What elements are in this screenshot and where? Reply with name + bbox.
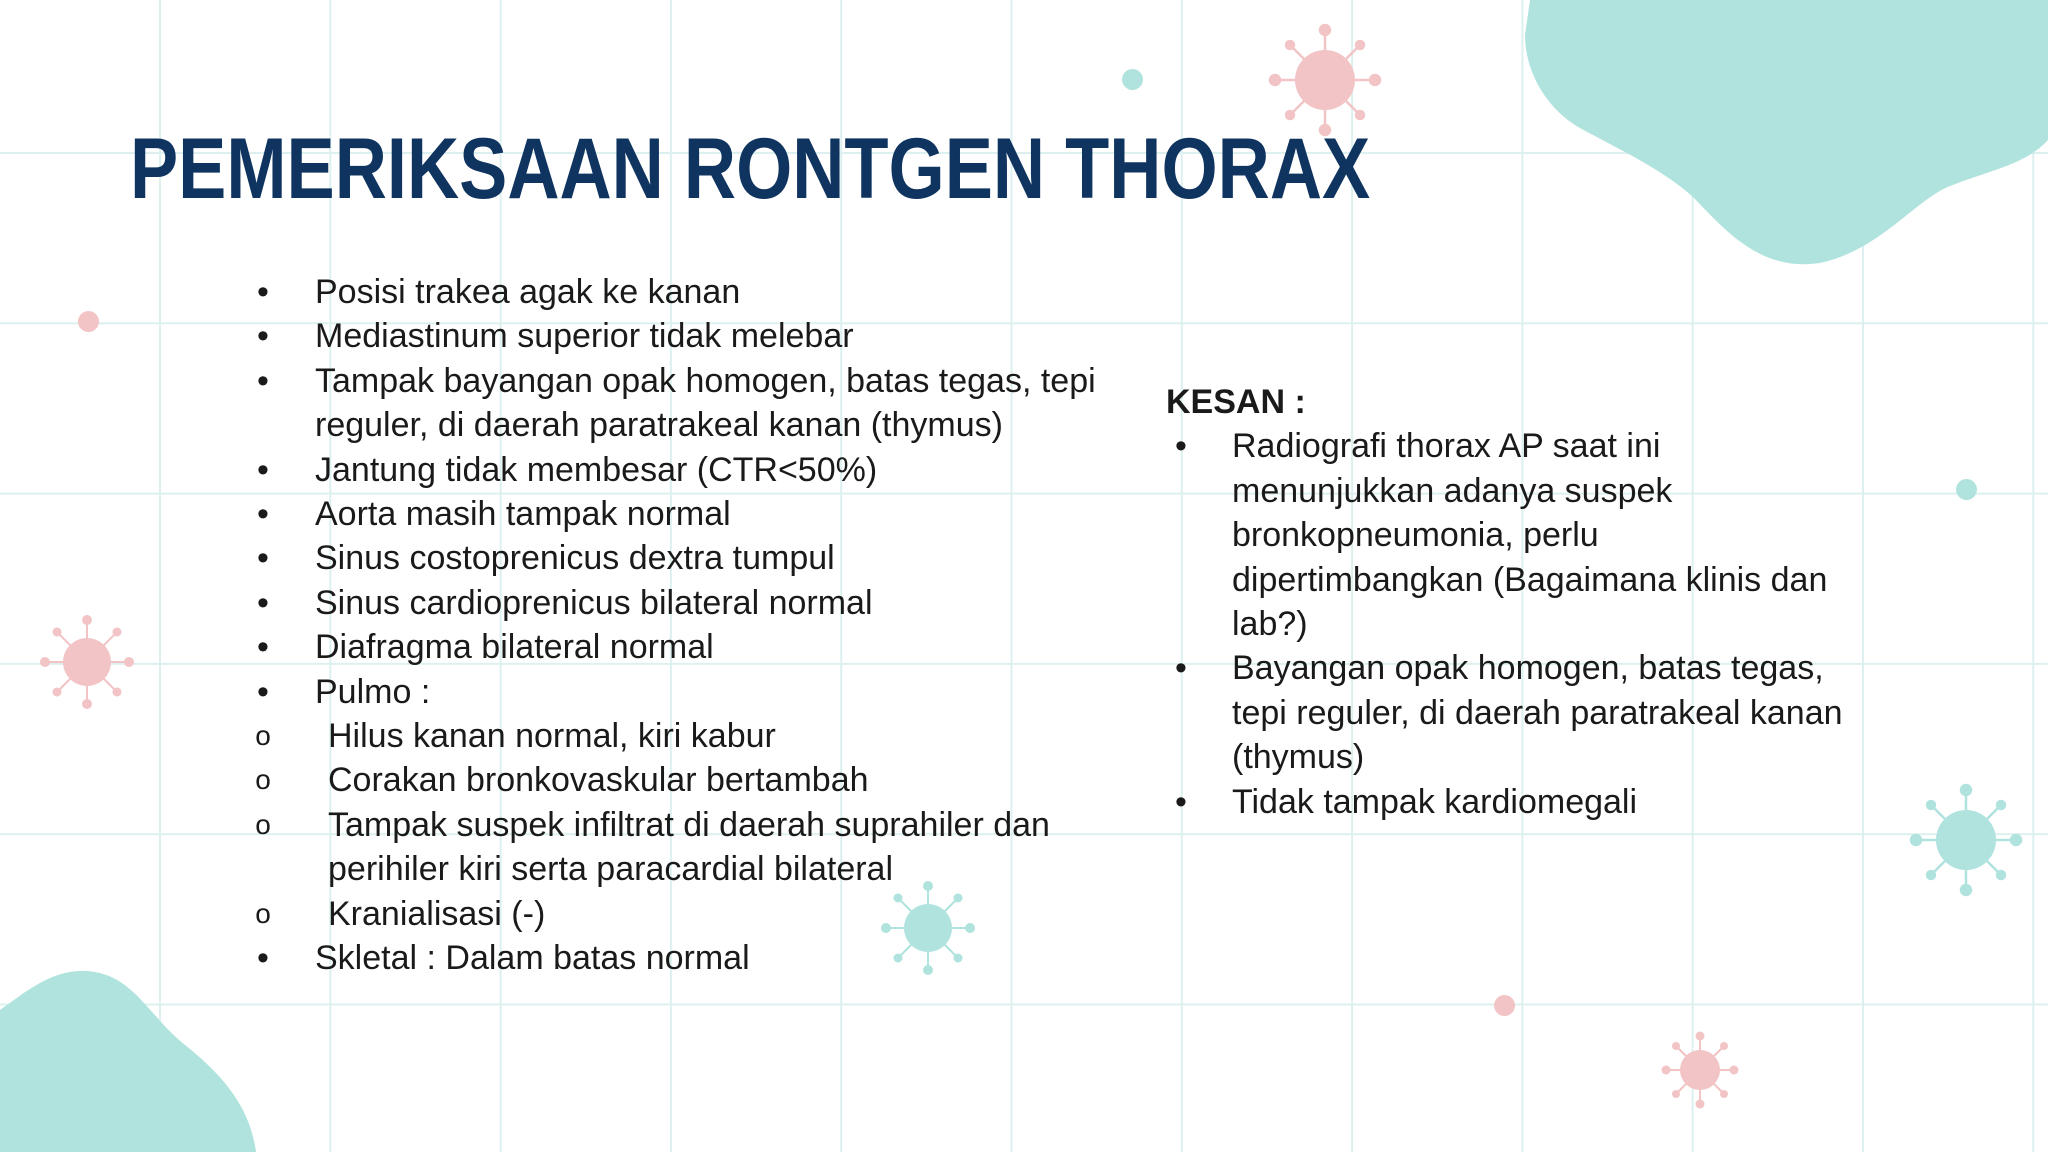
list-item-text: Skletal : Dalam batas normal — [315, 939, 750, 978]
list-item — [1166, 424, 1886, 646]
blob-top-right — [1520, 0, 2048, 270]
list-item-text: Corakan bronkovaskular bertambah — [328, 761, 869, 800]
findings-list — [248, 270, 1098, 981]
bullet-marker: • — [1175, 649, 1187, 688]
bullet-marker: • — [257, 361, 269, 400]
list-item-text: Hilus kanan normal, kiri kabur — [328, 717, 776, 756]
circle-bullet-marker: o — [255, 808, 271, 840]
list-item-text: Sinus costoprenicus dextra tumpul — [315, 539, 835, 578]
list-item — [248, 670, 1098, 714]
list-item — [248, 714, 1098, 758]
list-item-text: Pulmo : — [315, 672, 431, 711]
virus-icon — [37, 612, 137, 712]
bullet-marker: • — [257, 273, 269, 311]
list-item — [248, 492, 1098, 536]
list-item-text: Mediastinum superior tidak melebar — [315, 317, 854, 356]
bullet-marker: • — [257, 317, 269, 356]
circle-bullet-marker: o — [255, 897, 271, 929]
dot-shape — [78, 311, 99, 332]
bullet-marker: • — [257, 495, 269, 534]
list-item — [248, 625, 1098, 669]
dot-shape — [1494, 995, 1515, 1016]
dot-shape — [1122, 69, 1143, 90]
virus-icon — [1906, 780, 2026, 900]
list-item-text: Kranialisasi (-) — [328, 894, 546, 933]
bullet-marker: • — [257, 628, 269, 667]
list-item — [1166, 646, 1886, 779]
list-item — [248, 758, 1098, 802]
list-item — [248, 581, 1098, 625]
dot-shape — [1956, 479, 1977, 500]
list-item-text: Aorta masih tampak normal — [315, 495, 731, 534]
circle-bullet-marker: o — [255, 764, 271, 796]
bullet-marker: • — [1175, 782, 1187, 821]
kesan-section — [1166, 380, 1886, 824]
bullet-marker: • — [257, 583, 269, 622]
list-item-text: Tampak suspek infiltrat di daerah suprahiler dan perihiler kiri serta paracardial bilateral — [328, 805, 1050, 889]
list-item — [248, 803, 1098, 892]
list-item-text: Sinus cardioprenicus bilateral normal — [315, 583, 873, 622]
list-item-text: Diafragma bilateral normal — [315, 628, 714, 667]
virus-icon — [1660, 1030, 1740, 1110]
bullet-marker: • — [257, 939, 269, 978]
list-item-text: Radiografi thorax AP saat ini menunjukkan adanya suspek bronkopneumonia, perlu dipertimbangkan (Bagaimana klinis dan lab?) — [1232, 427, 1828, 644]
bullet-marker: • — [1175, 427, 1187, 466]
list-item — [248, 270, 1098, 314]
list-item-text: Posisi trakea agak ke kanan — [315, 273, 741, 311]
list-item-text: Jantung tidak membesar (CTR<50%) — [315, 450, 878, 489]
list-item — [248, 892, 1098, 936]
kesan-heading: KESAN : — [1166, 383, 1306, 421]
bullet-marker: • — [257, 539, 269, 578]
slide-title: PEMERIKSAAN RONTGEN THORAX — [130, 121, 1371, 217]
list-item-text: Tidak tampak kardiomegali — [1232, 782, 1638, 821]
blob-bottom-left — [0, 965, 260, 1152]
bullet-marker: • — [257, 450, 269, 489]
list-item — [248, 536, 1098, 580]
list-item-text: Bayangan opak homogen, batas tegas, tepi reguler, di daerah paratrakeal kanan (thymus) — [1232, 649, 1843, 777]
bullet-marker: • — [257, 672, 269, 711]
list-item — [248, 359, 1098, 448]
list-item — [248, 936, 1098, 980]
list-item — [248, 314, 1098, 358]
list-item-text: Tampak bayangan opak homogen, batas tegas, tepi reguler, di daerah paratrakeal kanan (thymus) — [315, 361, 1096, 445]
list-item — [1166, 780, 1886, 824]
list-item — [248, 448, 1098, 492]
circle-bullet-marker: o — [255, 720, 271, 752]
